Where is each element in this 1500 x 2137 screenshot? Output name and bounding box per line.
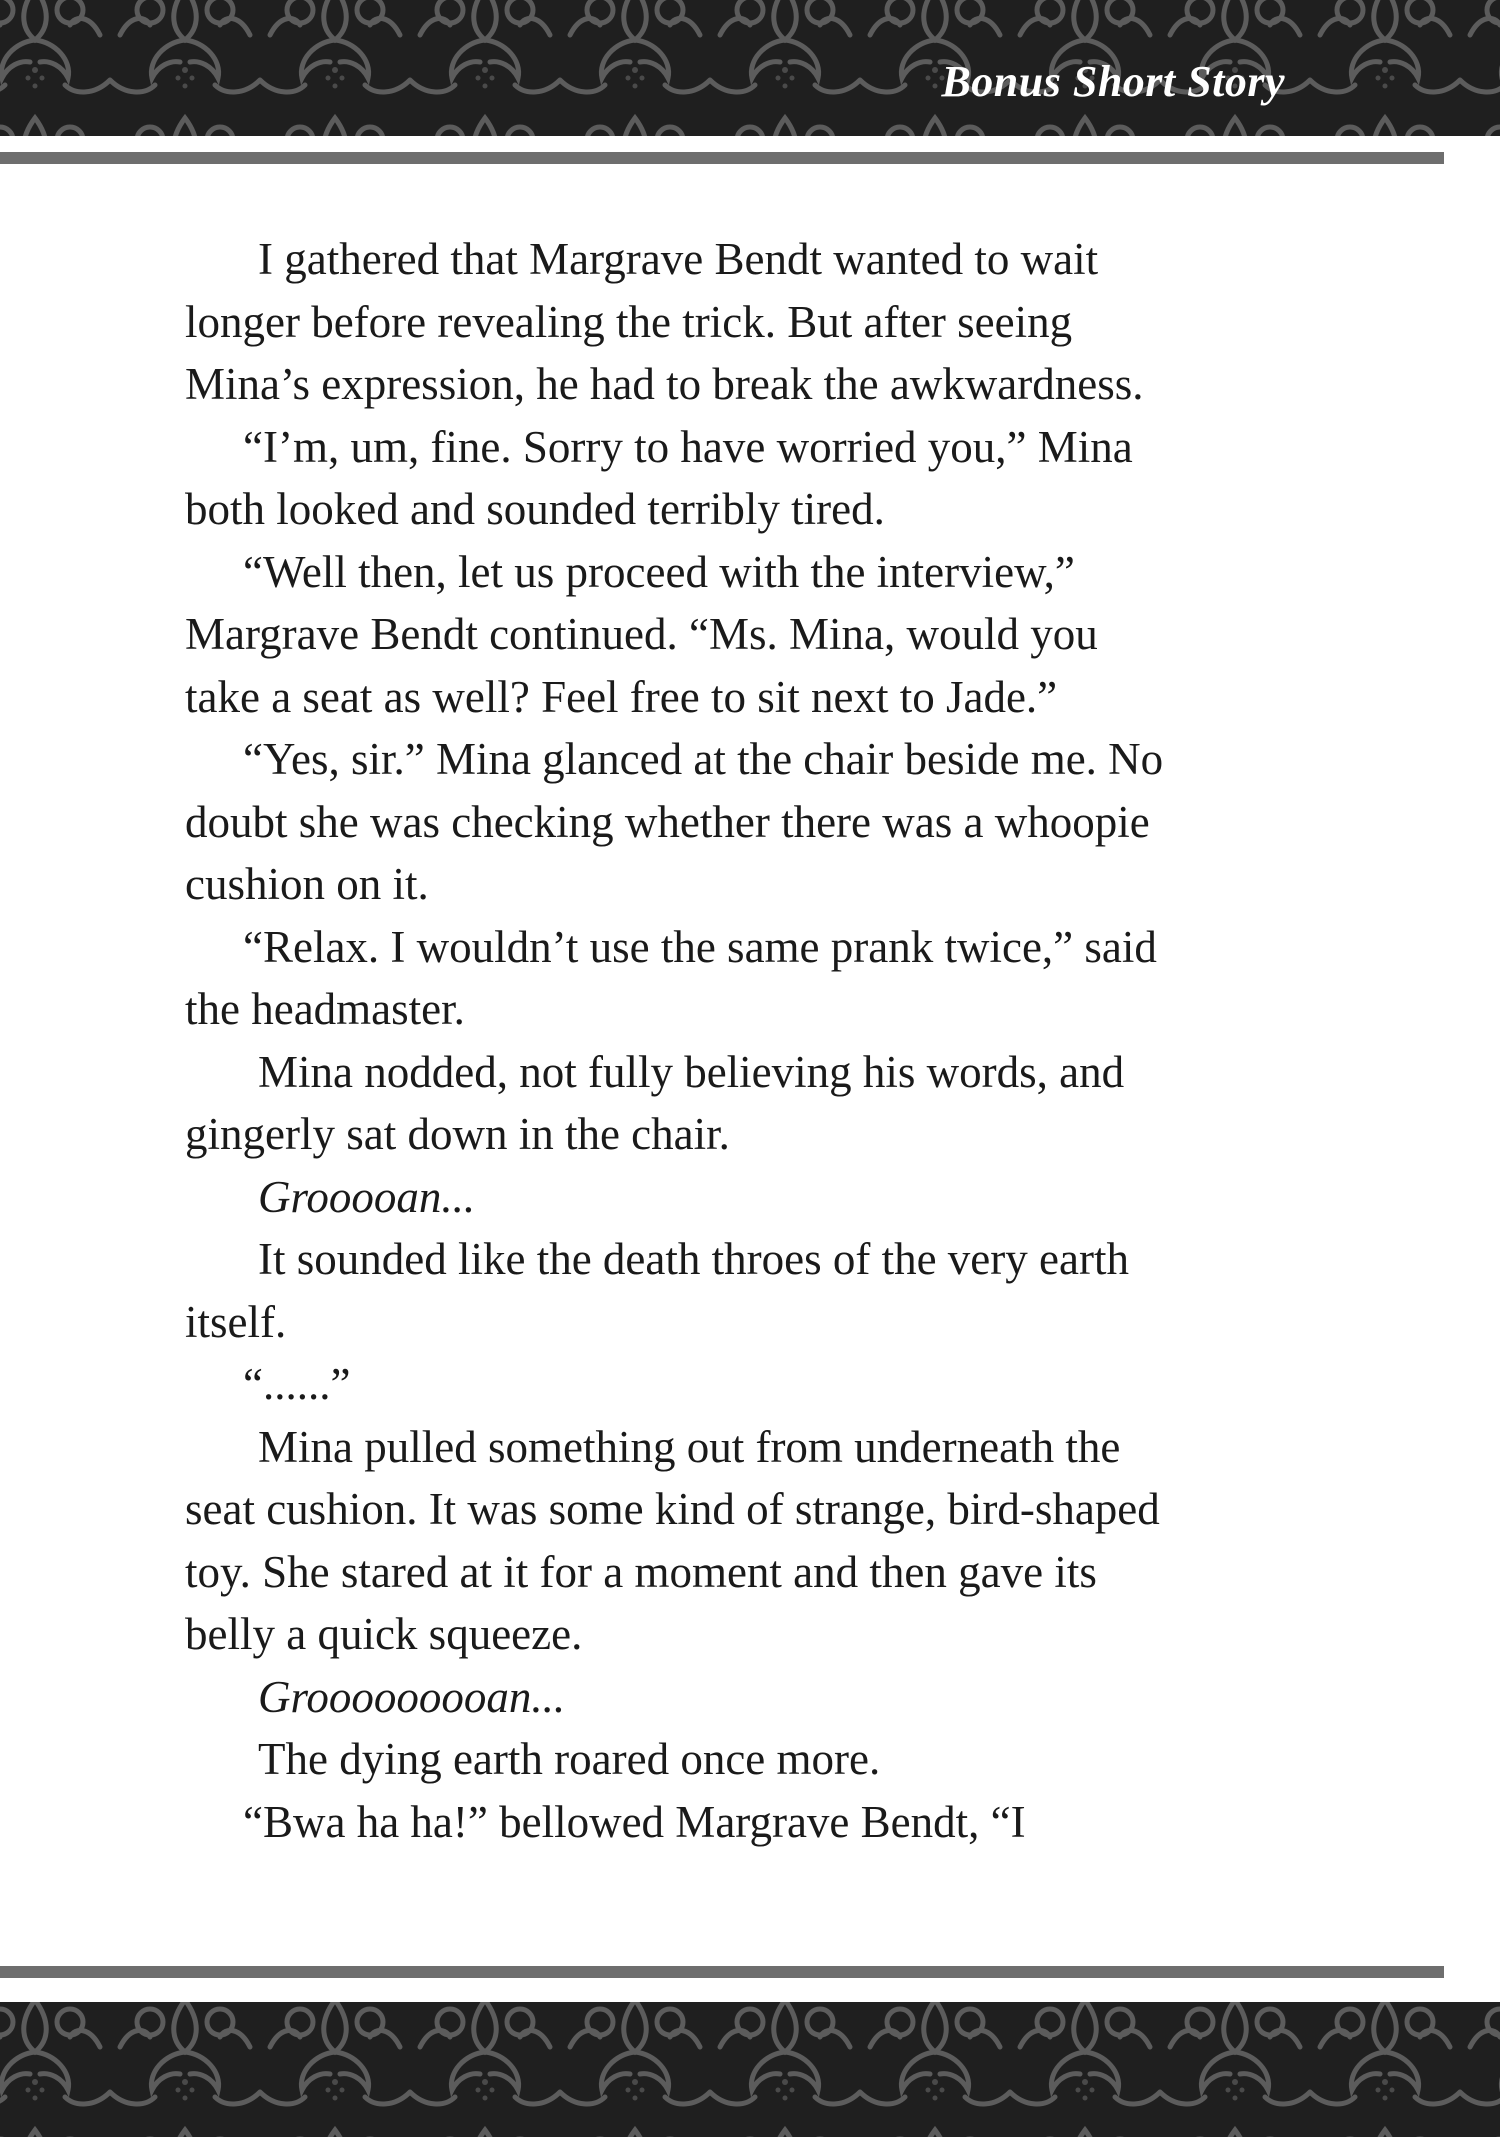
story-line: toy. She stared at it for a moment and then gave its — [185, 1546, 1097, 1597]
story-line: Mina nodded, not fully believing his words, and — [258, 1046, 1125, 1097]
footer-divider — [0, 1966, 1444, 1978]
story-line-sound-effect: Grooooan... — [258, 1171, 476, 1222]
story-line: “......” — [243, 1359, 351, 1409]
story-line: “Relax. I wouldn’t use the same prank twice,” said — [243, 921, 1157, 972]
story-line: Mina’s expression, he had to break the awkwardness. — [185, 359, 1144, 409]
story-line: “Well then, let us proceed with the interview,” — [243, 546, 1075, 597]
story-body — [185, 228, 1375, 1853]
story-line: gingerly sat down in the chair. — [185, 1109, 730, 1159]
story-line: both looked and sounded terribly tired. — [185, 484, 885, 534]
header-title: Bonus Short Story — [941, 57, 1285, 106]
story-line-sound-effect: Grooooooooan... — [258, 1671, 566, 1722]
footer-banner — [0, 2002, 1500, 2137]
story-line: belly a quick squeeze. — [185, 1609, 583, 1659]
story-line: seat cushion. It was some kind of strange, bird-shaped — [185, 1484, 1160, 1534]
story-line: doubt she was checking whether there was a whoopie — [185, 796, 1150, 847]
story-line: It sounded like the death throes of the very earth — [258, 1234, 1129, 1284]
story-line: longer before revealing the trick. But after seeing — [185, 296, 1073, 347]
story-line: cushion on it. — [185, 859, 429, 909]
story-line: “I’m, um, fine. Sorry to have worried you,” Mina — [243, 421, 1133, 472]
story-line: itself. — [185, 1296, 287, 1347]
damask-pattern-bottom — [0, 2002, 1500, 2137]
story-line: The dying earth roared once more. — [258, 1734, 881, 1784]
story-line: take a seat as well? Feel free to sit next to Jade.” — [185, 671, 1058, 722]
story-line: Mina pulled something out from underneath the — [258, 1421, 1121, 1472]
story-line: the headmaster. — [185, 984, 465, 1034]
header-divider — [0, 152, 1444, 164]
story-line: Margrave Bendt continued. “Ms. Mina, would you — [185, 609, 1098, 659]
story-line: “Yes, sir.” Mina glanced at the chair beside me. No — [243, 734, 1164, 784]
story-line: I gathered that Margrave Bendt wanted to wait — [258, 234, 1099, 284]
story-line: “Bwa ha ha!” bellowed Margrave Bendt, “I — [243, 1796, 1026, 1847]
header-banner — [0, 0, 1500, 136]
